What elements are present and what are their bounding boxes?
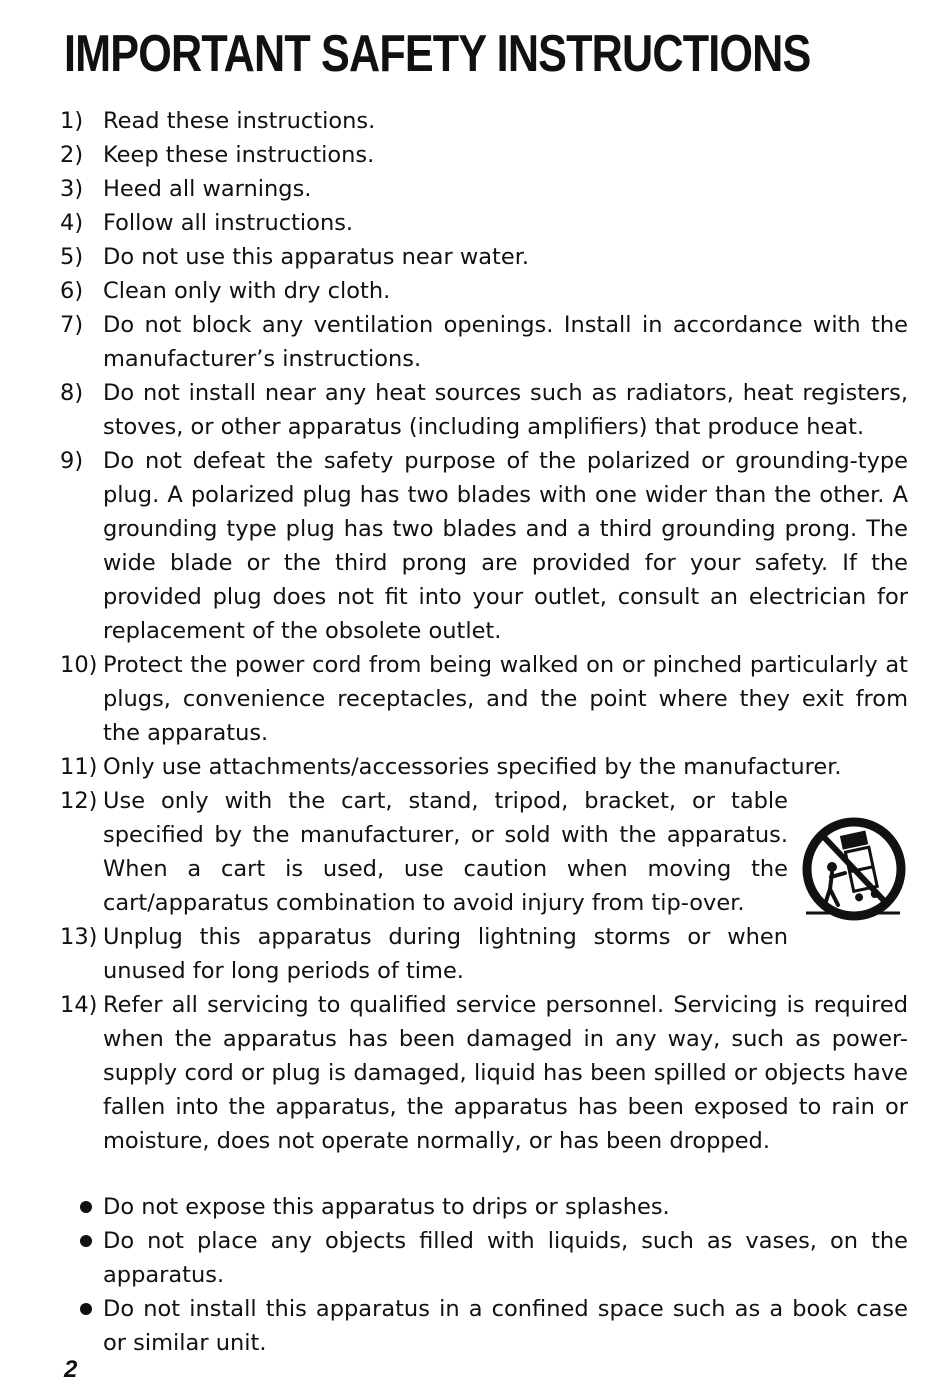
item-text: Do not defeat the safety purpose of the polarized or grounding-type plug. A polarized plug has two blades with one wider than the other. A grounding type plug has two blades and a third grounding prong. The wide blade or the third prong are provided for your safety. If the provided plug does not fit into your outlet, consult an electrician for replacement of the obsolete outlet.: [103, 448, 908, 644]
item-number: 5): [60, 244, 84, 270]
item-text: Use only with the cart, stand, tripod, bracket, or table specified by the manufacturer, or sold with the apparatus. When a cart is used, use caution when moving the cart/apparatus combination to avoid injury from tip-over.: [103, 788, 788, 916]
bullet-text: Do not place any objects filled with liquids, such as vases, on the apparatus.: [103, 1228, 908, 1288]
item-text: Follow all instructions.: [103, 210, 354, 236]
bullet-item: [60, 1190, 908, 1224]
instruction-item: [60, 274, 908, 308]
instruction-item: [60, 240, 908, 274]
item-text: Do not install near any heat sources such as radiators, heat registers, stoves, or other apparatus (including amplifiers) that produce heat.: [103, 380, 908, 440]
instruction-item: [60, 104, 908, 138]
bullet-text: Do not expose this apparatus to drips or splashes.: [103, 1194, 670, 1220]
item-text: Protect the power cord from being walked on or pinched particularly at plugs, convenience receptacles, and the point where they exit from the apparatus.: [103, 652, 908, 746]
item-number: 8): [60, 380, 84, 406]
instruction-list: [60, 104, 908, 1158]
bullet-item: [60, 1224, 908, 1292]
item-text: Refer all servicing to qualified service personnel. Servicing is required when the apparatus has been damaged in any way, such as power-supply cord or plug is damaged, liquid has been spilled or objects have fallen into the apparatus, the apparatus has been exposed to rain or moisture, does not operate normally, or has been dropped.: [103, 992, 908, 1154]
bullet-text: Do not install this apparatus in a confined space such as a book case or similar unit.: [103, 1296, 908, 1356]
item-number: 3): [60, 176, 84, 202]
bullet-dot: [80, 1235, 92, 1247]
instruction-item: [60, 648, 908, 750]
item-text: Clean only with dry cloth.: [103, 278, 391, 304]
bullet-item: [60, 1292, 908, 1360]
cart-tip-over-warning-icon: [800, 815, 908, 925]
item-number: 2): [60, 142, 84, 168]
bullet-dot: [80, 1201, 92, 1213]
page-number: 2: [64, 1356, 78, 1383]
item-number: 12): [60, 788, 98, 814]
instruction-item: [60, 920, 788, 988]
item-text: Do not use this apparatus near water.: [103, 244, 530, 270]
bullet-dot: [80, 1303, 92, 1315]
instruction-item: [60, 308, 908, 376]
item-number: 4): [60, 210, 84, 236]
item-text: Read these instructions.: [103, 108, 376, 134]
item-number: 9): [60, 448, 84, 474]
item-number: 14): [60, 992, 98, 1018]
bullet-list: [60, 1190, 908, 1360]
instruction-item: [60, 750, 908, 784]
item-text: Keep these instructions.: [103, 142, 375, 168]
item-text: Heed all warnings.: [103, 176, 312, 202]
item-number: 10): [60, 652, 98, 678]
item-text: Only use attachments/accessories specified by the manufacturer.: [103, 754, 842, 780]
instruction-item: [60, 376, 908, 444]
item-number: 1): [60, 108, 84, 134]
instruction-item: [60, 172, 908, 206]
page-title: IMPORTANT SAFETY INSTRUCTIONS: [64, 25, 811, 83]
instruction-item: [60, 138, 908, 172]
instruction-item: [60, 444, 908, 648]
item-text: Unplug this apparatus during lightning storms or when unused for long periods of time.: [103, 924, 788, 984]
item-number: 7): [60, 312, 84, 338]
item-text: Do not block any ventilation openings. Install in accordance with the manufacturer’s instructions.: [103, 312, 908, 372]
item-number: 6): [60, 278, 84, 304]
item-number: 11): [60, 754, 98, 780]
instruction-item: [60, 988, 908, 1158]
item-number: 13): [60, 924, 98, 950]
instruction-item: [60, 206, 908, 240]
instruction-item: [60, 784, 788, 920]
